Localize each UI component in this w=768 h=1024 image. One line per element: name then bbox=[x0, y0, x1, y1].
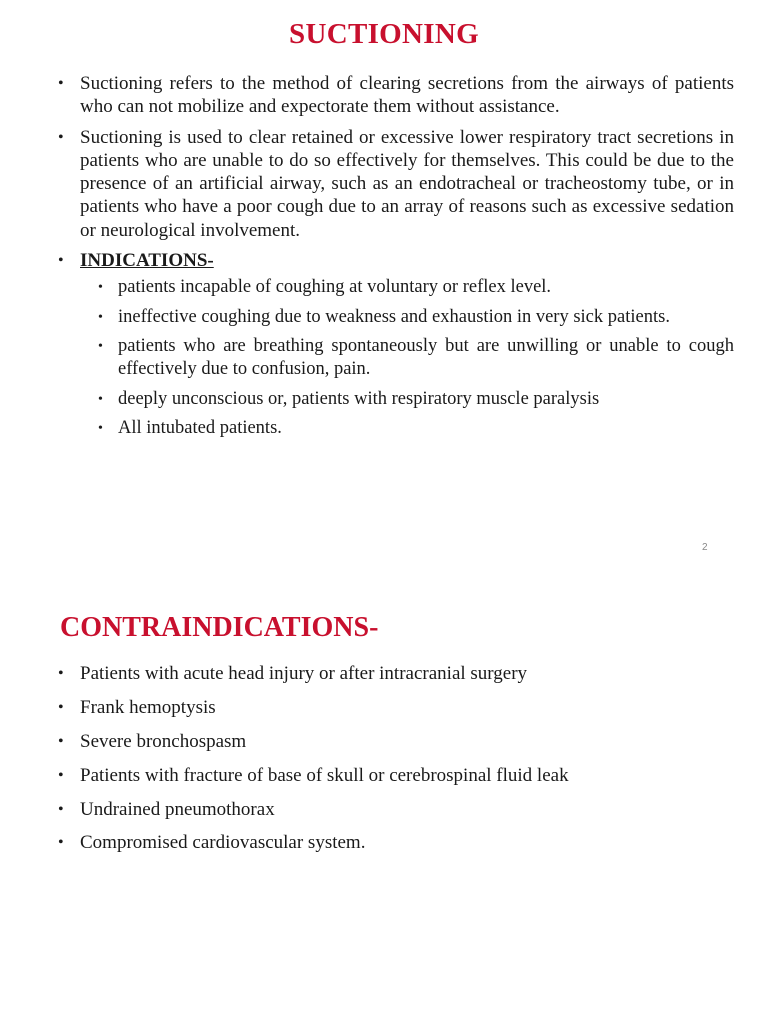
indication-text: deeply unconscious or, patients with respiratory muscle paralysis bbox=[118, 388, 600, 409]
bullet-icon: • bbox=[58, 665, 64, 682]
contraindication-text: Undrained pneumothorax bbox=[80, 798, 275, 820]
sub-bullet-icon: • bbox=[98, 280, 103, 296]
bullet-text: Suctioning refers to the method of clearing secretions from the airways of patients who can not mobilize and expectorate them without assistance. bbox=[80, 73, 734, 118]
bullet-icon: • bbox=[58, 128, 64, 146]
sub-bullet-icon: • bbox=[98, 420, 103, 436]
list-item bbox=[98, 276, 734, 299]
list-item bbox=[98, 306, 734, 329]
bullet-icon: • bbox=[58, 800, 64, 818]
slide-title-suctioning: SUCTIONING bbox=[289, 18, 479, 50]
indication-text: patients who are breathing spontaneously but are unwilling or unable to cough effectively due to confusion, pain. bbox=[118, 335, 734, 380]
bullet-icon: • bbox=[58, 766, 64, 784]
bullet-icon: • bbox=[58, 75, 64, 92]
bullet-icon: • bbox=[58, 834, 64, 852]
slide-contraindications bbox=[0, 580, 768, 1024]
list-item bbox=[58, 764, 734, 787]
indications-list bbox=[98, 276, 734, 440]
page-number: 2 bbox=[702, 542, 708, 553]
contraindications-bullet-list bbox=[58, 662, 734, 865]
suctioning-bullet-list bbox=[58, 72, 734, 447]
indication-text: All intubated patients. bbox=[118, 417, 282, 438]
list-item bbox=[58, 730, 734, 753]
indication-text: ineffective coughing due to weakness and exhaustion in very sick patients. bbox=[118, 306, 670, 327]
sub-bullet-icon: • bbox=[98, 309, 103, 325]
list-item bbox=[98, 388, 734, 411]
contraindication-text: Patients with fracture of base of skull or cerebrospinal fluid leak bbox=[80, 764, 569, 786]
list-item bbox=[58, 798, 734, 821]
bullet-icon: • bbox=[58, 252, 64, 270]
sub-bullet-icon: • bbox=[98, 338, 103, 354]
list-item bbox=[58, 662, 734, 685]
list-item bbox=[98, 335, 734, 382]
indications-section bbox=[58, 249, 734, 440]
list-item bbox=[98, 417, 734, 440]
list-item bbox=[58, 126, 734, 242]
list-item bbox=[58, 831, 734, 854]
slide-title-contraindications: CONTRAINDICATIONS- bbox=[60, 612, 379, 643]
sub-bullet-icon: • bbox=[98, 391, 103, 407]
bullet-icon: • bbox=[58, 732, 64, 750]
contraindication-text: Severe bronchospasm bbox=[80, 730, 247, 752]
contraindication-text: Compromised cardiovascular system. bbox=[80, 832, 366, 854]
bullet-text: Suctioning is used to clear retained or excessive lower respiratory tract secretions in patients who are unable to do so effectively for themselves. This could be due to the presence of an artificial airway, such as an endotracheal or tracheostomy tube, or in patients who have a poor cough due to an array of reasons such as excessive sedation or neurological involvement. bbox=[80, 126, 734, 241]
indication-text: patients incapable of coughing at voluntary or reflex level. bbox=[118, 277, 552, 298]
contraindication-text: Frank hemoptysis bbox=[80, 696, 216, 718]
list-item bbox=[58, 696, 734, 719]
list-item bbox=[58, 72, 734, 119]
contraindication-text: Patients with acute head injury or after intracranial surgery bbox=[80, 663, 528, 684]
indications-heading: INDICATIONS- bbox=[80, 250, 214, 272]
bullet-icon: • bbox=[58, 698, 64, 716]
